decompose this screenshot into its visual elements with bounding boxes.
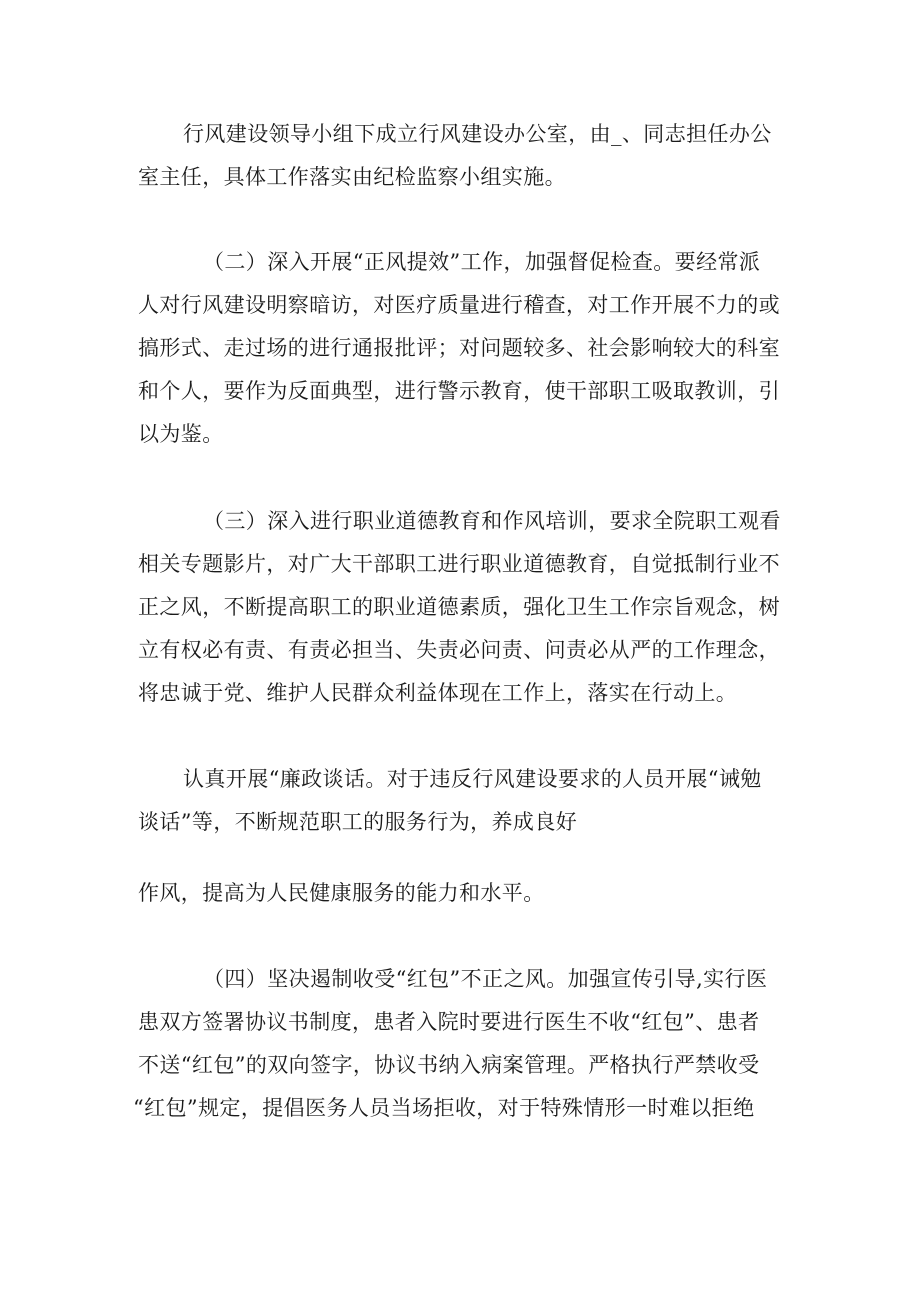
paragraph-5-line-1: 作风，提高为人民健康服务的能力和水平。 bbox=[138, 881, 545, 905]
paragraph-3-line-4: 立有权必有责、有责必担当、失责必问责、问责必从严的工作理念， bbox=[138, 638, 780, 662]
paragraph-2-line-1: （二）深入开展“正风提效”工作，加强督促检查。要经常派 bbox=[203, 250, 761, 274]
paragraph-4-line-1: 认真开展“廉政谈话。对于违反行风建设要求的人员开展“诫勉 bbox=[183, 767, 762, 791]
paragraph-3-line-5: 将忠诚于党、维护人民群众利益体现在工作上，落实在行动上。 bbox=[138, 681, 738, 705]
paragraph-3-line-3: 正之风，不断提高职工的职业道德素质，强化卫生工作宗旨观念，树 bbox=[138, 595, 780, 619]
paragraph-3-line-1: （三）深入进行职业道德教育和作风培训，要求全院职工观看 bbox=[203, 509, 781, 533]
paragraph-6-line-1: （四）坚决遏制收受“红包”不正之风。加强宣传引导,实行医 bbox=[203, 967, 768, 991]
paragraph-2-line-4: 和个人，要作为反面典型，进行警示教育，使干部职工吸取教训，引 bbox=[138, 379, 780, 403]
paragraph-1-line-2: 室主任，具体工作落实由纪检监察小组实施。 bbox=[138, 165, 566, 189]
paragraph-4-line-2: 谈话”等，不断规范职工的服务行为，养成良好 bbox=[138, 810, 578, 834]
paragraph-2-line-5: 以为鉴。 bbox=[138, 422, 224, 446]
paragraph-6-line-4: “红包”规定，提倡医务人员当场拒收，对于特殊情形一时难以拒绝 bbox=[133, 1096, 755, 1120]
paragraph-6-line-3: 不送“红包”的双向签字，协议书纳入病案管理。严格执行严禁收受 bbox=[138, 1053, 760, 1077]
paragraph-6-line-2: 患双方签署协议书制度，患者入院时要进行医生不收“红包”、患者 bbox=[138, 1010, 760, 1034]
paragraph-2-line-3: 搞形式、走过场的进行通报批评；对问题较多、社会影响较大的科室 bbox=[138, 336, 780, 360]
paragraph-1-line-1: 行风建设领导小组下成立行风建设办公室，由_、同志担任办公 bbox=[183, 122, 772, 146]
paragraph-2-line-2: 人对行风建设明察暗访，对医疗质量进行稽查，对工作开展不力的或 bbox=[138, 293, 780, 317]
paragraph-3-line-2: 相关专题影片，对广大干部职工进行职业道德教育，自觉抵制行业不 bbox=[138, 552, 780, 576]
